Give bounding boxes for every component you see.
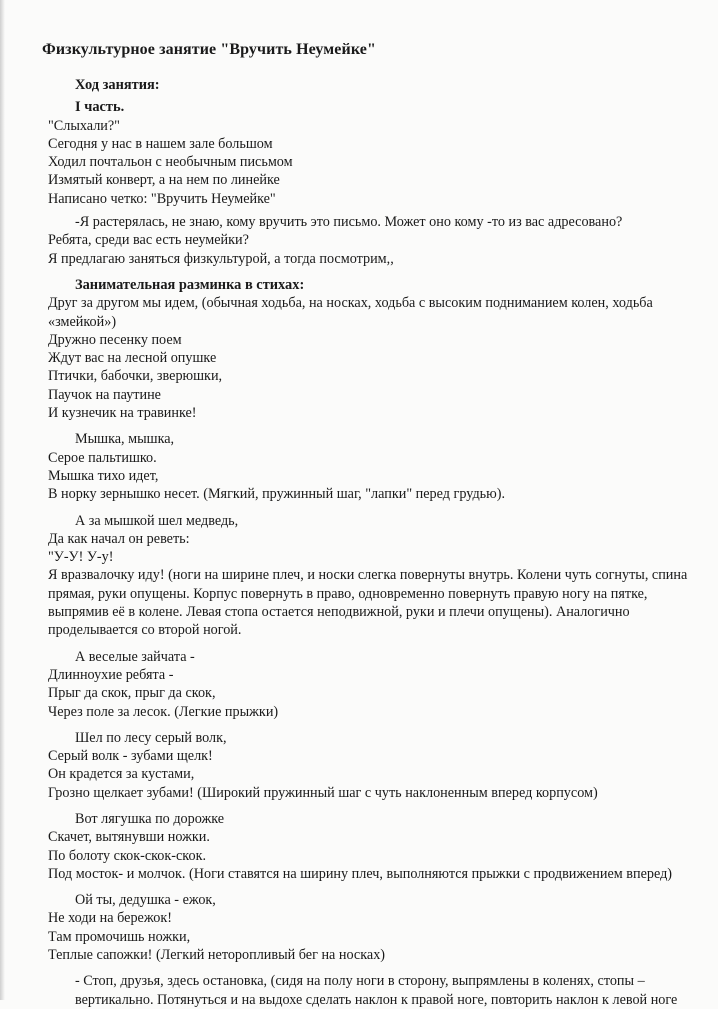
speech-line: Я предлагаю заняться физкультурой, а тогда посмотрим,, (48, 250, 394, 267)
teacher-speech (48, 213, 688, 268)
verse-line: Да как начал он реветь: (48, 530, 190, 547)
heading-progress: Ход занятия: (75, 77, 160, 93)
verse-line: Вот лягушка по дорожке (75, 810, 225, 827)
verse-line: Паучок на паутине (48, 386, 161, 403)
verse-line: Теплые сапожки! (Легкий неторопливый бег на носках) (48, 947, 386, 964)
poem-line: Ходил почтальон с необычным письмом (48, 154, 293, 171)
verse-line: Там промочишь ножки, (48, 928, 191, 945)
verse-line: Не ходи на бережок! (48, 910, 173, 927)
verse-line: Шел по лесу серый волк, (75, 729, 227, 746)
verse-line: А за мышкой шел медведь, (75, 512, 239, 529)
poem-line: Сегодня у нас в нашем зале большом (48, 135, 273, 152)
scan-edge-shadow (0, 0, 5, 1000)
verse-line: Ой ты, дедушка - ежок, (75, 892, 216, 909)
poem-letter (48, 117, 688, 208)
verse-line: Мышка тихо идет, (48, 467, 159, 484)
verse-line: "У-У! У-у! (48, 549, 114, 566)
speech-line: Ребята, среди вас есть неумейки? (48, 232, 249, 249)
verse-line: Прыг да скок, прыг да скок, (48, 685, 216, 702)
warmup-verse (48, 294, 688, 422)
speech-line: -Я растерялась, не знаю, кому вручить это письмо. Может оно кому -то из вас адресовано? (75, 214, 623, 231)
verse-line: Серое пальтишко. (48, 449, 157, 466)
bear-verse (48, 512, 688, 640)
heading-warmup: Занимательная разминка в стихах: (75, 276, 305, 293)
document-title: Физкультурное занятие "Вручить Неумейке" (42, 41, 376, 58)
verse-line: Через поле за лесок. (Легкие прыжки) (48, 703, 279, 720)
verse-line: И кузнечик на травинке! (48, 405, 197, 422)
verse-line: Длинноухие ребята - (48, 666, 174, 683)
heading-part1: I часть. (75, 99, 125, 116)
verse-paragraph: Я вразвалочку иду! (ноги на ширине плеч, и носки слегка повернуты внутрь. Колени чуть согнуты, спина прямая, руки опущены. Корпус повернуть в право, одновременно повернуть правую ногу на пятке, выпрямив её в колене. Левая стопа остается неподвижной, руки и плечи опущены). Аналогично проделывается со второй ногой. (48, 567, 688, 639)
verse-paragraph: Под мосток- и молчок. (Ноги ставятся на ширину плеч, выполняются прыжки с продвижением вперед) (48, 865, 673, 882)
poem-line: "Слыхали?" (48, 117, 120, 134)
wolf-verse (48, 729, 688, 802)
verse-line: Скачет, вытянувши ножки. (48, 829, 210, 846)
hares-verse (48, 648, 688, 721)
verse-line: Дружно песенку поем (48, 331, 182, 348)
frog-verse (48, 810, 688, 883)
verse-line: Ждут вас на лесной опушке (48, 350, 217, 367)
verse-line: Мышка, мышка, (75, 431, 175, 448)
verse-line: Птички, бабочки, зверюшки, (48, 368, 223, 385)
mouse-verse (48, 430, 688, 503)
verse-line: Серый волк - зубами щелк! (48, 748, 213, 765)
stop-paragraph: - Стоп, друзья, здесь остановка, (сидя на полу ноги в сторону, выпрямлены в коленях, стопы – вертикально. Потянуться и на выдохе сделать наклон к правой ноге, повторить наклон к левой ноге (75, 973, 678, 1008)
poem-line: Измятый конверт, а на нем по линейке (48, 172, 280, 189)
verse-line: Друг за другом мы идем, (обычная ходьба, на носках, ходьба с высоким подниманием колен, ходьба «змейкой») (48, 295, 653, 330)
verse-line: В норку зернышко несет. (Мягкий, пружинный шаг, "лапки" перед грудью). (48, 486, 506, 503)
hedgehog-verse (48, 891, 688, 964)
verse-line: Грозно щелкает зубами! (Широкий пружинный шаг с чуть наклоненным вперед корпусом) (48, 784, 598, 801)
poem-line: Написано четко: "Вручить Неумейке" (48, 190, 276, 207)
document-body (48, 76, 688, 1009)
verse-line: А веселые зайчата - (75, 648, 195, 665)
verse-line: По болоту скок-скок-скок. (48, 847, 207, 864)
verse-line: Он крадется за кустами, (48, 766, 195, 783)
